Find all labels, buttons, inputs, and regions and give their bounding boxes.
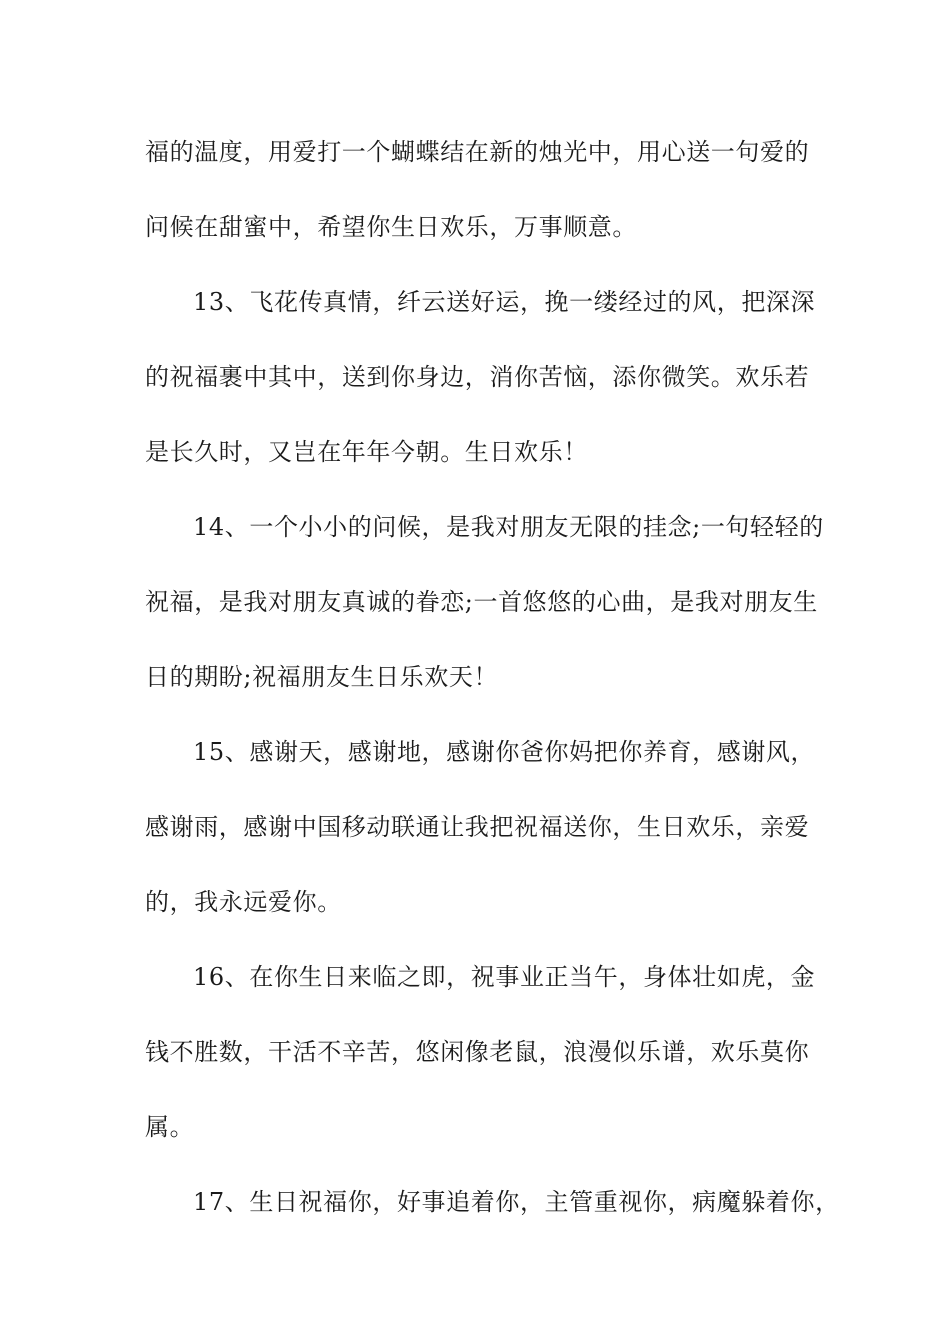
paragraph-17-start: 17、生日祝福你，好事追着你，主管重视你，病魔躲着你， [193,1188,840,1216]
paragraph-15-start: 15、感谢天，感谢地，感谢你爸你妈把你养育，感谢风， [193,738,816,766]
text-line: 福的温度，用爱打一个蝴蝶结在新的烛光中，用心送一句爱的 [145,138,810,166]
text-line: 是长久时，又岂在年年今朝。生日欢乐！ [145,438,588,466]
paragraph-16-start: 16、在你生日来临之即，祝事业正当午，身体壮如虎，金 [193,963,816,991]
text-line: 祝福，是我对朋友真诚的眷恋;一首悠悠的心曲，是我对朋友生 [145,588,818,616]
paragraph-13-start: 13、飞花传真情，纤云送好运，挽一缕经过的风，把深深 [193,288,816,316]
text-line: 的，我永远爱你。 [145,888,342,916]
text-line: 属。 [145,1113,195,1141]
paragraph-14-start: 14、一个小小的问候，是我对朋友无限的挂念;一句轻轻的 [193,513,824,541]
text-line: 感谢雨，感谢中国移动联通让我把祝福送你，生日欢乐，亲爱 [145,813,810,841]
text-line: 问候在甜蜜中，希望你生日欢乐，万事顺意。 [145,213,637,241]
text-line: 日的期盼;祝福朋友生日乐欢天！ [145,663,499,691]
text-line: 的祝福裹中其中，送到你身边，消你苦恼，添你微笑。欢乐若 [145,363,810,391]
text-line: 钱不胜数，干活不辛苦，悠闲像老鼠，浪漫似乐谱，欢乐莫你 [145,1038,810,1066]
